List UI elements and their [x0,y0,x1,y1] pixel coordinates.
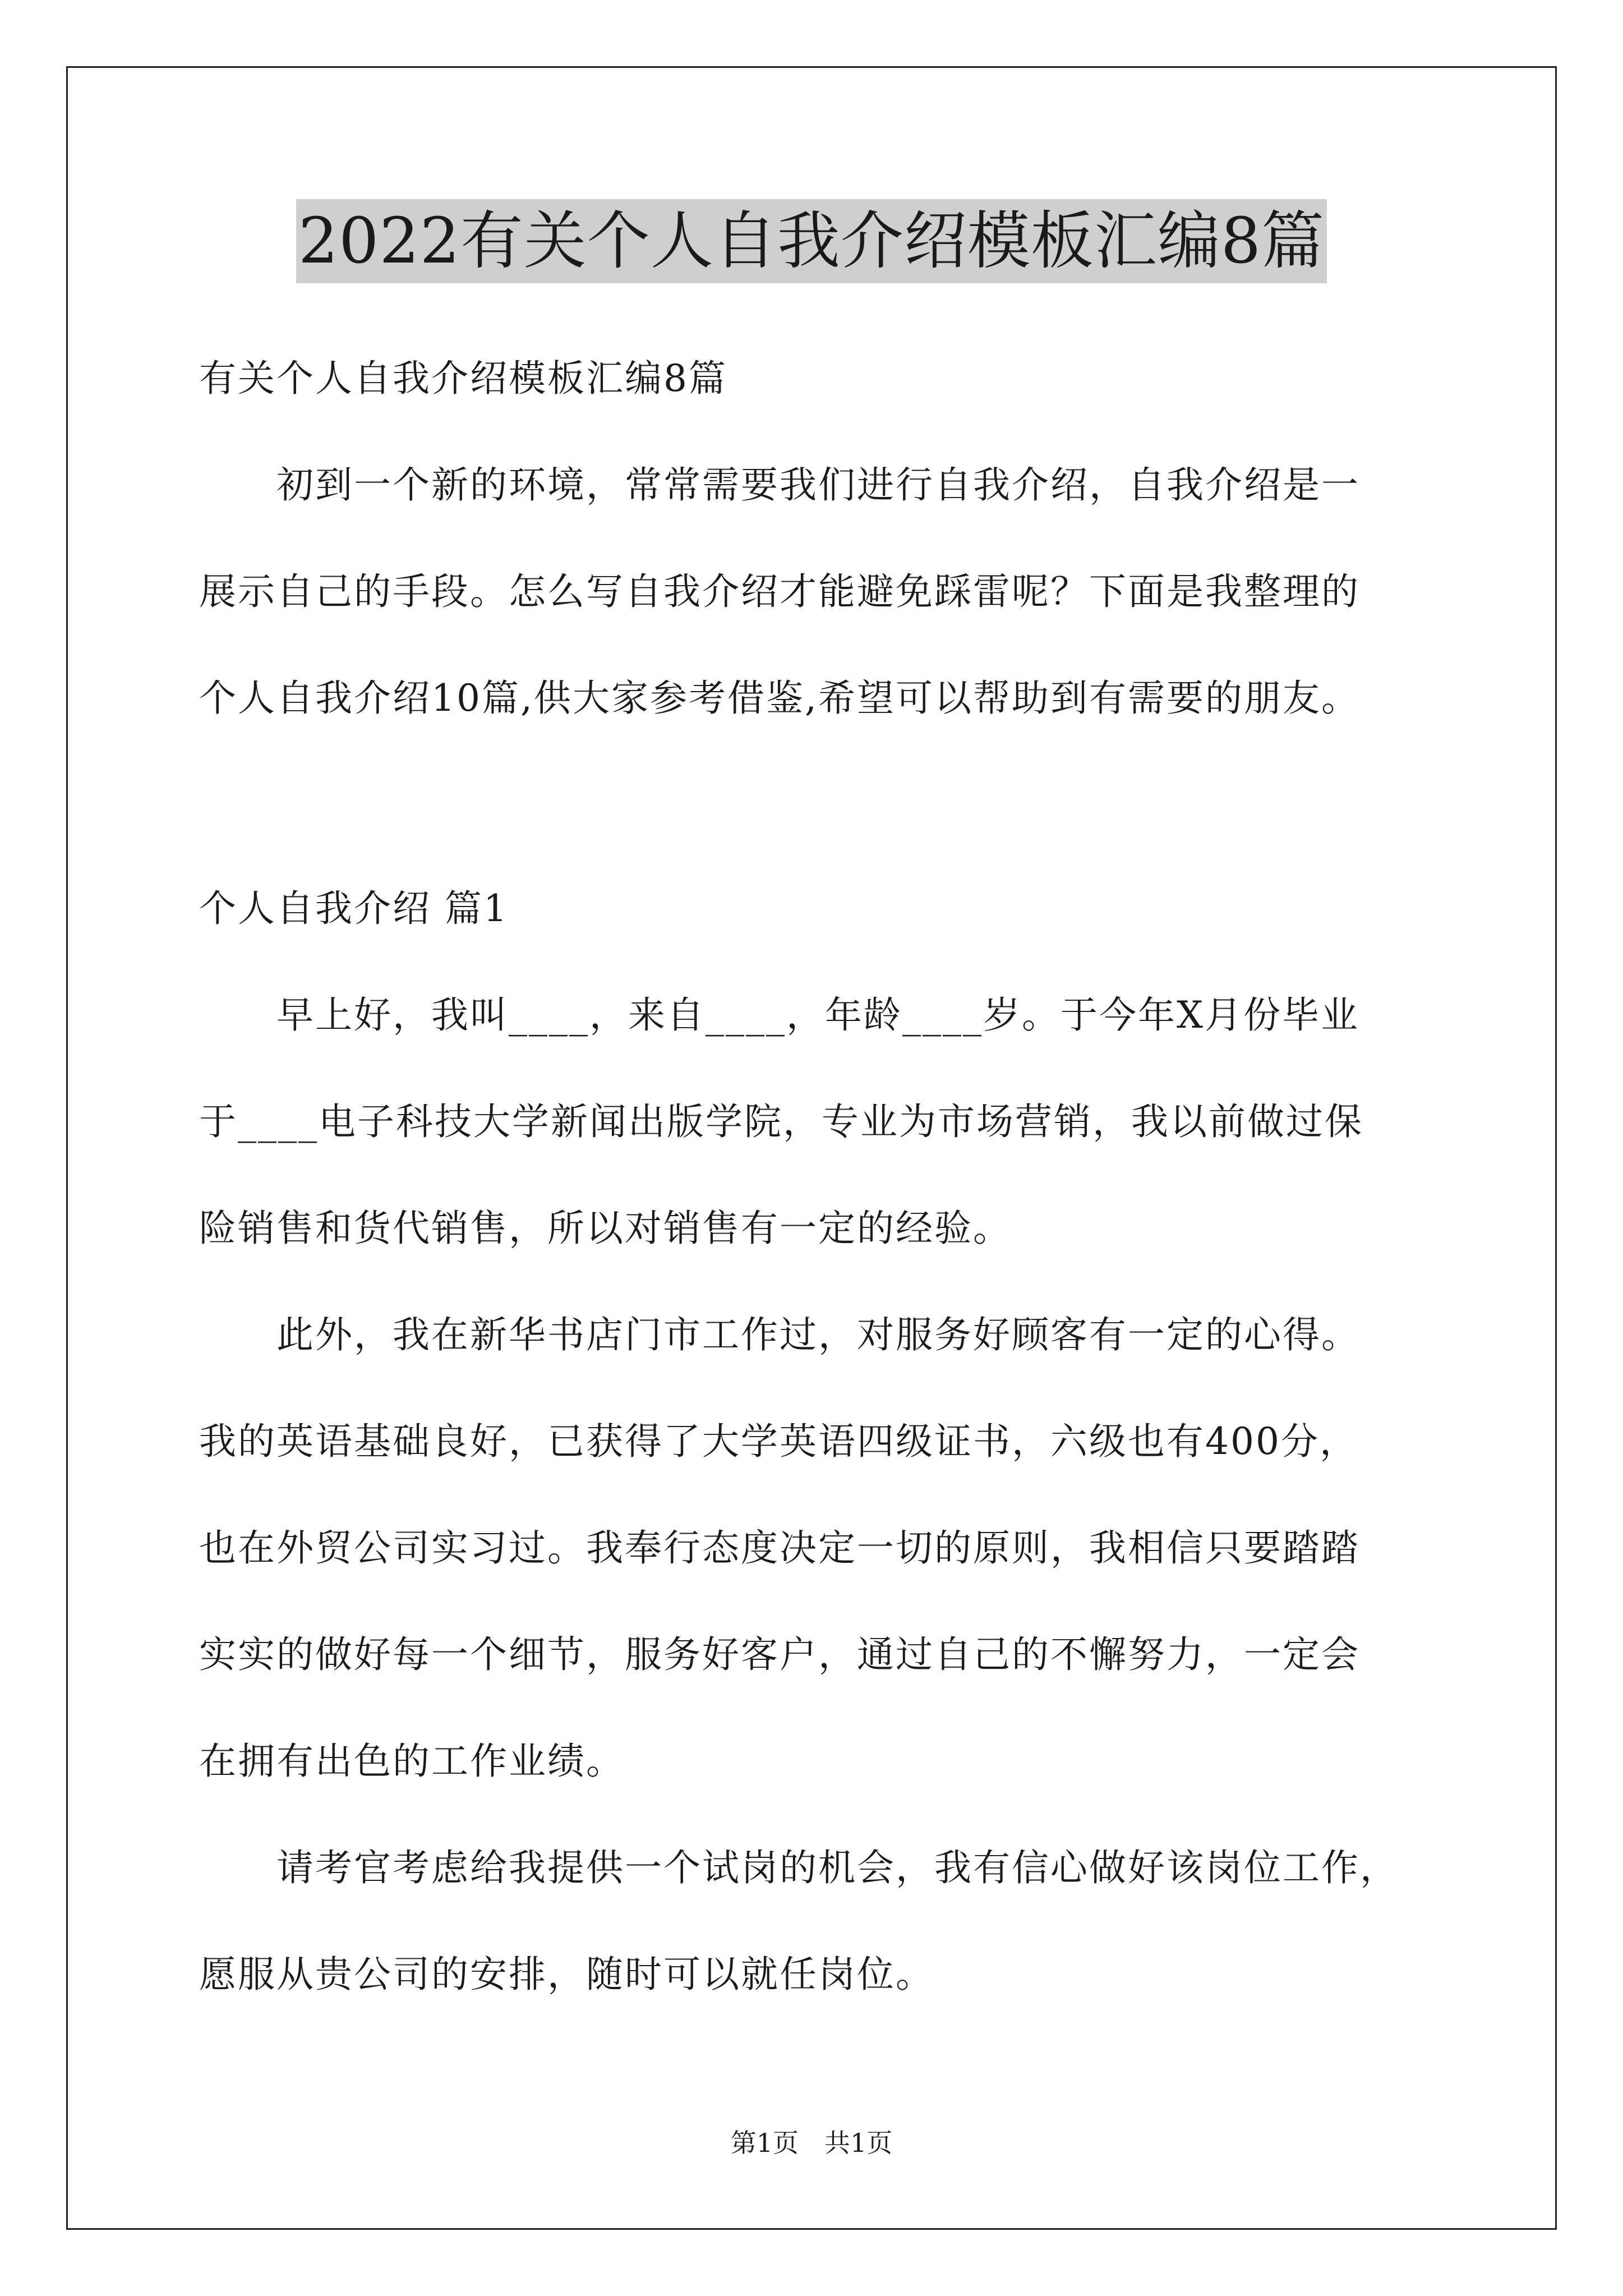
body-line: 险销售和货代销售，所以对销售有一定的经验。 [199,1207,1012,1250]
body-line: 请考官考虑给我提供一个试岗的机会，我有信心做好该岗位工作， [199,1846,1399,1889]
body-line: 实实的做好每一个细节，服务好客户，通过自己的不懈努力，一定会 [199,1633,1360,1676]
body-line: 愿服从贵公司的安排，随时可以就任岗位。 [199,1953,934,1996]
body-line: 早上好，我叫____，来自____，年龄____岁。于今年X月份毕业 [199,993,1359,1037]
body-line: 个人自我介绍10篇,供大家参考借鉴,希望可以帮助到有需要的朋友。 [199,677,1360,720]
body-line: 于____电子科技大学新闻出版学院，专业为市场营销，我以前做过保 [199,1100,1363,1143]
body-line: 我的英语基础良好，已获得了大学英语四级证书，六级也有400分， [199,1420,1358,1463]
body-line: 展示自己的手段。怎么写自我介绍才能避免踩雷呢？下面是我整理的 [199,570,1360,613]
title-container [0,199,1623,283]
body-line: 也在外贸公司实习过。我奉行态度决定一切的原则，我相信只要踏踏 [199,1526,1360,1570]
section-heading: 个人自我介绍 篇1 [199,887,509,930]
body-line: 初到一个新的环境，常常需要我们进行自我介绍，自我介绍是一 [199,463,1360,507]
page-number-footer: 第1页 共1页 [730,2128,893,2158]
document-title: 2022有关个人自我介绍模板汇编8篇 [296,199,1327,283]
subtitle-line: 有关个人自我介绍模板汇编8篇 [199,357,727,400]
body-line: 此外，我在新华书店门市工作过，对服务好顾客有一定的心得。 [199,1313,1360,1356]
body-line: 在拥有出色的工作业绩。 [199,1740,625,1783]
